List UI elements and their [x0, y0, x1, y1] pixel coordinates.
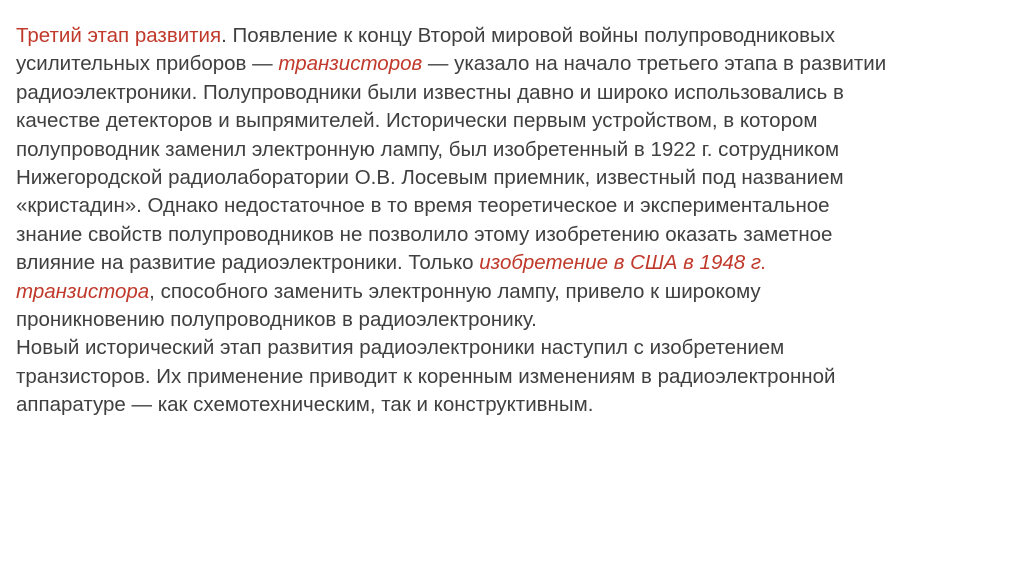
text-line [16, 363, 1016, 391]
body-text: Нижегородской радиолаборатории О.В. Лосевым приемник, известный под названием [16, 166, 844, 190]
emphasis-text: изобретение в США в 1948 г. [479, 251, 767, 275]
text-line [16, 50, 1016, 78]
slide-body-text [16, 22, 1016, 420]
body-text: . Появление к концу Второй мировой войны полупроводниковых [221, 24, 835, 47]
body-text: знание свойств полупроводников не позволило этому изобретению оказать заметное [16, 222, 833, 246]
body-text: полупроводник заменил электронную лампу, был изобретенный в 1922 г. сотрудником [16, 137, 840, 161]
highlight-text: Третий этап развития [16, 24, 222, 47]
body-text: «кристадин». Однако недостаточное в то время теоретическое и экспериментальное [16, 194, 830, 218]
text-line [16, 278, 1016, 306]
text-line [16, 306, 1016, 334]
body-text: качестве детекторов и выпрямителей. Исторически первым устройством, в котором [16, 109, 818, 133]
body-text: — указало на начало третьего этапа в развитии [422, 52, 887, 76]
text-line [16, 164, 1016, 192]
body-text: радиоэлектроники. Полупроводники были известны давно и широко использовались в [16, 80, 844, 104]
text-line [16, 334, 1016, 362]
text-line [16, 391, 1016, 419]
text-line [16, 221, 1016, 249]
body-text: Новый исторический этап развития радиоэлектроники наступил с изобретением [16, 336, 785, 360]
text-line [16, 249, 1016, 277]
body-text: транзисторов. Их применение приводит к коренным изменениям в радиоэлектронной [16, 364, 836, 388]
emphasis-text: транзисторов [278, 52, 423, 76]
body-text: усилительных приборов — [16, 52, 279, 76]
body-text: проникновению полупроводников в радиоэлектронику. [16, 308, 537, 332]
text-line [16, 136, 1016, 164]
text-line [16, 192, 1016, 220]
body-text: , способного заменить электронную лампу, привело к широкому [149, 279, 761, 303]
emphasis-text: транзистора [16, 279, 150, 303]
body-text: влияние на развитие радиоэлектроники. Только [16, 251, 480, 275]
body-text: аппаратуре — как схемотехническим, так и конструктивным. [16, 393, 594, 417]
text-line [16, 79, 1016, 107]
text-line [16, 107, 1016, 135]
text-line [16, 22, 1016, 50]
